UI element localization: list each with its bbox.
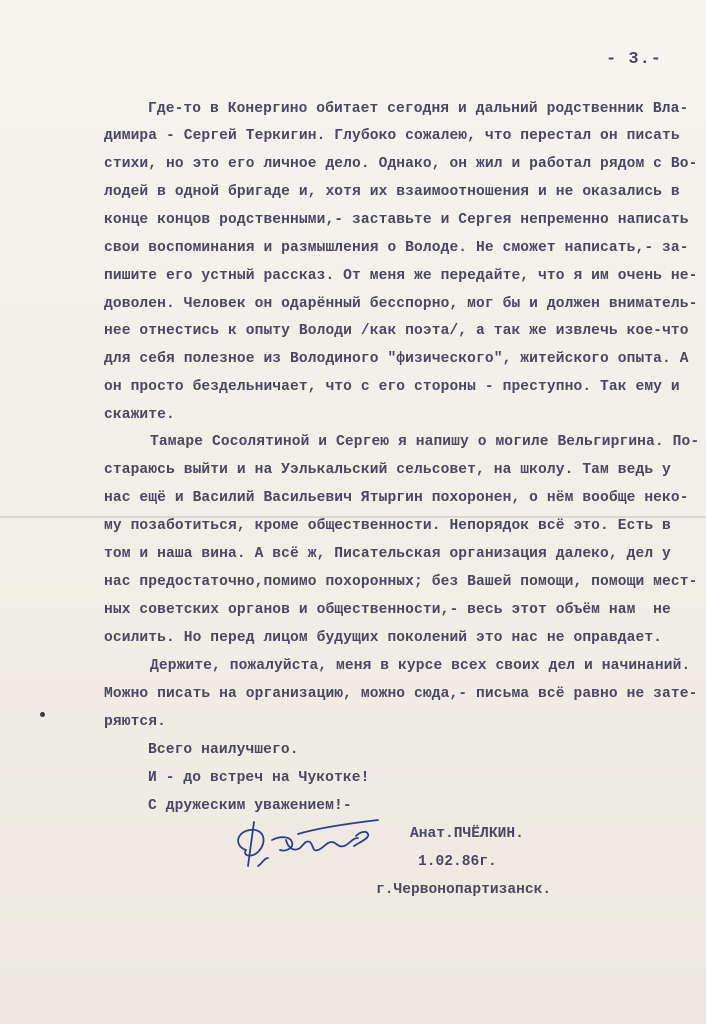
text-line: Тамаре Сосолятиной и Сергею я напишу о могиле Вельгиргина. По- bbox=[150, 434, 700, 450]
text-line: конце концов родственными,- заставьте и Сергея непременно написать bbox=[104, 212, 689, 228]
text-line: пишите его устный рассказ. От меня же передайте, что я им очень не- bbox=[104, 268, 698, 284]
text-line: скажите. bbox=[104, 407, 175, 423]
text-line: му позаботиться, кроме общественности. Непорядок всё это. Есть в bbox=[104, 518, 671, 534]
text-line: доволен. Человек он одарённый бесспорно, мог бы и должен вниматель- bbox=[104, 296, 698, 312]
text-line: том и наша вина. А всё ж, Писательская организация далеко, дел у bbox=[104, 546, 671, 562]
text-line: лодей в одной бригаде и, хотя их взаимоотношения и не оказались в bbox=[104, 184, 680, 200]
letter-date: 1.02.86г. bbox=[418, 854, 497, 870]
letter-place: г.Червонопартизанск. bbox=[376, 882, 552, 898]
text-line: свои воспоминания и размышления о Володе. Не сможет написать,- за- bbox=[104, 240, 689, 256]
text-line: нас предостаточно,помимо похоронных; без Вашей помощи, помощи мест- bbox=[104, 574, 698, 590]
closing-line: И - до встреч на Чукотке! bbox=[148, 770, 370, 786]
text-line: Можно писать на организацию, можно сюда,- письма всё равно не зате- bbox=[104, 686, 698, 702]
text-line: нее отнестись к опыту Володи /как поэта/, а так же извлечь кое-что bbox=[104, 323, 689, 339]
page-number: - 3.- bbox=[606, 50, 663, 69]
text-line: для себя полезное из Володиного "физического", житейского опыта. А bbox=[104, 351, 689, 367]
text-line: нас ещё и Василий Васильевич Ятыргин похоронен, о нём вообще неко- bbox=[104, 490, 689, 506]
author-name: Анат.ПЧЁЛКИН. bbox=[410, 826, 524, 842]
ink-dot bbox=[40, 712, 45, 717]
text-line: ных советских органов и общественности,- весь этот объём нам не bbox=[104, 602, 671, 618]
text-line: Держите, пожалуйста, меня в курсе всех своих дел и начинаний. bbox=[150, 658, 691, 674]
text-line: стараюсь выйти и на Уэлькальский сельсовет, на школу. Там ведь у bbox=[104, 462, 671, 478]
text-line: стихи, но это его личное дело. Однако, он жил и работал рядом с Во- bbox=[104, 156, 698, 172]
text-line: осилить. Но перед лицом будущих поколений это нас не оправдает. bbox=[104, 630, 663, 646]
closing-line: С дружеским уважением!- bbox=[148, 798, 352, 814]
text-line: ряются. bbox=[104, 714, 167, 730]
text-line: Где-то в Конергино обитает сегодня и дальний родственник Вла- bbox=[148, 101, 689, 117]
closing-line: Всего наилучшего. bbox=[148, 742, 299, 758]
text-line: он просто бездельничает, что с его стороны - преступно. Так ему и bbox=[104, 379, 680, 395]
handwritten-signature bbox=[228, 806, 388, 876]
text-line: димира - Сергей Теркигин. Глубоко сожалею, что перестал он писать bbox=[104, 128, 680, 144]
